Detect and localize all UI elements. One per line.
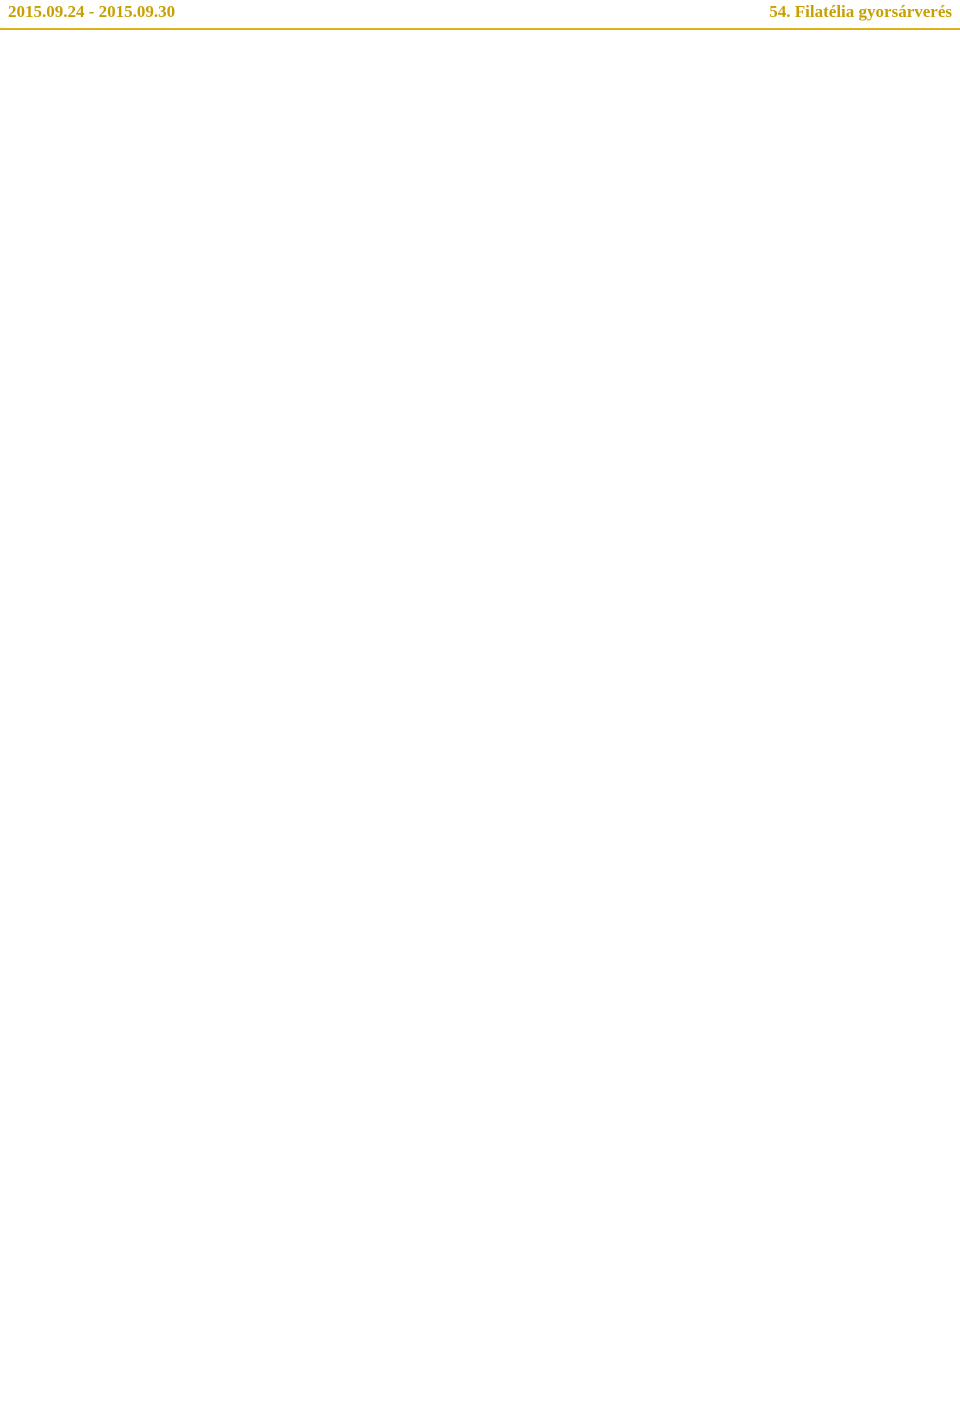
- header-date-range: 2015.09.24 - 2015.09.30: [8, 2, 176, 21]
- header-divider: [0, 28, 960, 30]
- header-title: 54. Filatélia gyorsárverés: [769, 2, 952, 21]
